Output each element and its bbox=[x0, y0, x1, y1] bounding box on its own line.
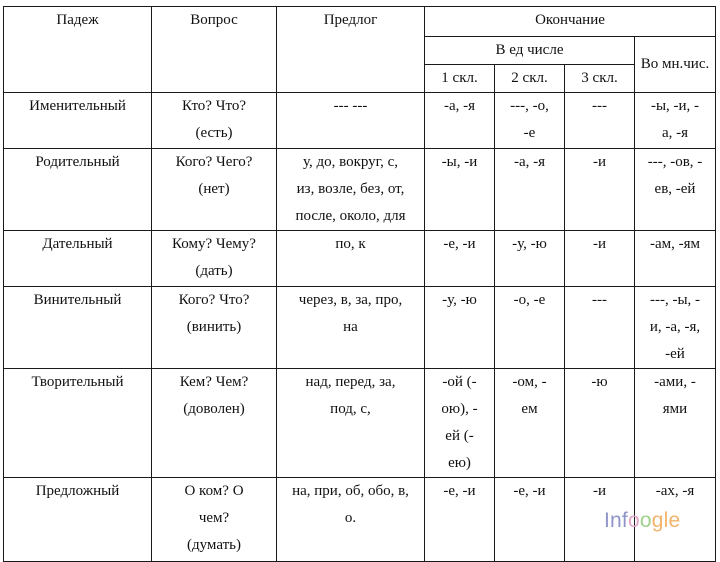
row-decl-3 bbox=[565, 93, 635, 149]
row-decl-3 bbox=[565, 231, 635, 287]
ending-decl-1: -ы, -и bbox=[441, 154, 478, 170]
ending-decl-1: -е, -и bbox=[443, 483, 476, 499]
row-decl-2 bbox=[495, 149, 565, 231]
row-decl-3 bbox=[565, 369, 635, 478]
watermark-part: o bbox=[639, 509, 652, 532]
header-decl-3: 3 скл. bbox=[565, 65, 635, 93]
watermark-part: gle bbox=[651, 509, 681, 532]
row-preposition bbox=[277, 478, 425, 562]
ending-decl-3: -ю bbox=[591, 374, 608, 390]
preposition-text: --- --- bbox=[333, 98, 368, 114]
header-case: Падеж bbox=[4, 7, 152, 93]
question-text: О ком? О чем? (думать) bbox=[184, 483, 244, 553]
row-case bbox=[4, 93, 152, 149]
row-question bbox=[152, 369, 277, 478]
ending-plural: -ах, -я bbox=[655, 483, 695, 499]
row-case bbox=[4, 478, 152, 562]
row-decl-1 bbox=[425, 149, 495, 231]
question-text: Кто? Что? (есть) bbox=[182, 98, 246, 141]
row-decl-2 bbox=[495, 231, 565, 287]
case-endings-table bbox=[3, 6, 716, 562]
row-preposition bbox=[277, 231, 425, 287]
ending-decl-1: -ой (- ою), - ей (- ею) bbox=[441, 374, 478, 471]
preposition-text: через, в, за, про, на bbox=[298, 292, 403, 335]
ending-plural: -ами, - ями bbox=[654, 374, 696, 417]
ending-decl-3: -и bbox=[592, 154, 607, 170]
ending-decl-2: -е, -и bbox=[513, 483, 546, 499]
row-decl-1 bbox=[425, 478, 495, 562]
ending-decl-1: -а, -я bbox=[443, 98, 476, 114]
question-text: Кому? Чему? (дать) bbox=[172, 236, 256, 279]
row-question bbox=[152, 149, 277, 231]
row-preposition bbox=[277, 149, 425, 231]
ending-decl-2: -ом, - ем bbox=[512, 374, 547, 417]
watermark-part: Inf bbox=[604, 509, 628, 532]
ending-plural: ---, -ов, - ев, -ей bbox=[647, 154, 703, 197]
header-plural-text: Во мн.чис. bbox=[640, 56, 710, 72]
row-plural bbox=[635, 231, 716, 287]
header-question: Вопрос bbox=[152, 7, 277, 93]
infoogle-watermark bbox=[604, 509, 680, 533]
ending-decl-2: -о, -е bbox=[513, 292, 546, 308]
table-row bbox=[4, 93, 716, 149]
row-decl-3 bbox=[565, 149, 635, 231]
row-case bbox=[4, 231, 152, 287]
row-decl-2 bbox=[495, 478, 565, 562]
preposition-text: над, перед, за, под, с, bbox=[305, 374, 396, 417]
case-label: Родительный bbox=[35, 154, 120, 170]
question-text: Кем? Чем? (доволен) bbox=[179, 374, 249, 417]
preposition-text: по, к bbox=[335, 236, 366, 252]
row-plural bbox=[635, 149, 716, 231]
case-label: Именительный bbox=[29, 98, 126, 114]
preposition-text: на, при, об, обо, в, о. bbox=[292, 483, 409, 526]
ending-decl-2: -у, -ю bbox=[512, 236, 547, 252]
ending-decl-2: -а, -я bbox=[513, 154, 546, 170]
ending-decl-3: --- bbox=[592, 292, 607, 308]
row-decl-3 bbox=[565, 287, 635, 369]
row-case bbox=[4, 287, 152, 369]
row-question bbox=[152, 478, 277, 562]
table-row bbox=[4, 369, 716, 478]
header-decl-2: 2 скл. bbox=[495, 65, 565, 93]
watermark-part: o bbox=[627, 509, 640, 532]
table-row bbox=[4, 231, 716, 287]
header-decl-1: 1 скл. bbox=[425, 65, 495, 93]
header-singular: В ед числе bbox=[425, 37, 635, 65]
table-row bbox=[4, 149, 716, 231]
row-decl-1 bbox=[425, 231, 495, 287]
row-question bbox=[152, 93, 277, 149]
case-label: Винительный bbox=[33, 292, 122, 308]
ending-decl-1: -е, -и bbox=[443, 236, 476, 252]
row-preposition bbox=[277, 93, 425, 149]
row-plural bbox=[635, 93, 716, 149]
header-preposition: Предлог bbox=[277, 7, 425, 93]
case-label: Творительный bbox=[31, 374, 124, 390]
row-decl-1 bbox=[425, 287, 495, 369]
ending-plural: -ам, -ям bbox=[649, 236, 701, 252]
ending-decl-2: ---, -о, -е bbox=[510, 98, 549, 141]
row-case bbox=[4, 369, 152, 478]
ending-decl-3: -и bbox=[592, 483, 607, 499]
ending-plural: ---, -ы, - и, -а, -я, -ей bbox=[649, 292, 701, 362]
row-decl-1 bbox=[425, 93, 495, 149]
header-ending: Окончание bbox=[425, 7, 716, 37]
ending-decl-3: --- bbox=[592, 98, 607, 114]
row-preposition bbox=[277, 369, 425, 478]
case-label: Дательный bbox=[42, 236, 113, 252]
row-plural bbox=[635, 369, 716, 478]
row-preposition bbox=[277, 287, 425, 369]
preposition-text: у, до, вокруг, с, из, возле, без, от, после, около, для bbox=[295, 154, 406, 224]
row-plural bbox=[635, 287, 716, 369]
question-text: Кого? Чего? (нет) bbox=[175, 154, 253, 197]
row-decl-1 bbox=[425, 369, 495, 478]
row-case bbox=[4, 149, 152, 231]
row-question bbox=[152, 231, 277, 287]
ending-plural: -ы, -и, - а, -я bbox=[650, 98, 700, 141]
row-decl-2 bbox=[495, 369, 565, 478]
question-text: Кого? Что? (винить) bbox=[178, 292, 250, 335]
row-decl-2 bbox=[495, 287, 565, 369]
row-decl-2 bbox=[495, 93, 565, 149]
ending-decl-3: -и bbox=[592, 236, 607, 252]
ending-decl-1: -у, -ю bbox=[442, 292, 477, 308]
table-row bbox=[4, 287, 716, 369]
header-plural bbox=[635, 37, 716, 93]
row-question bbox=[152, 287, 277, 369]
case-label: Предложный bbox=[35, 483, 120, 499]
